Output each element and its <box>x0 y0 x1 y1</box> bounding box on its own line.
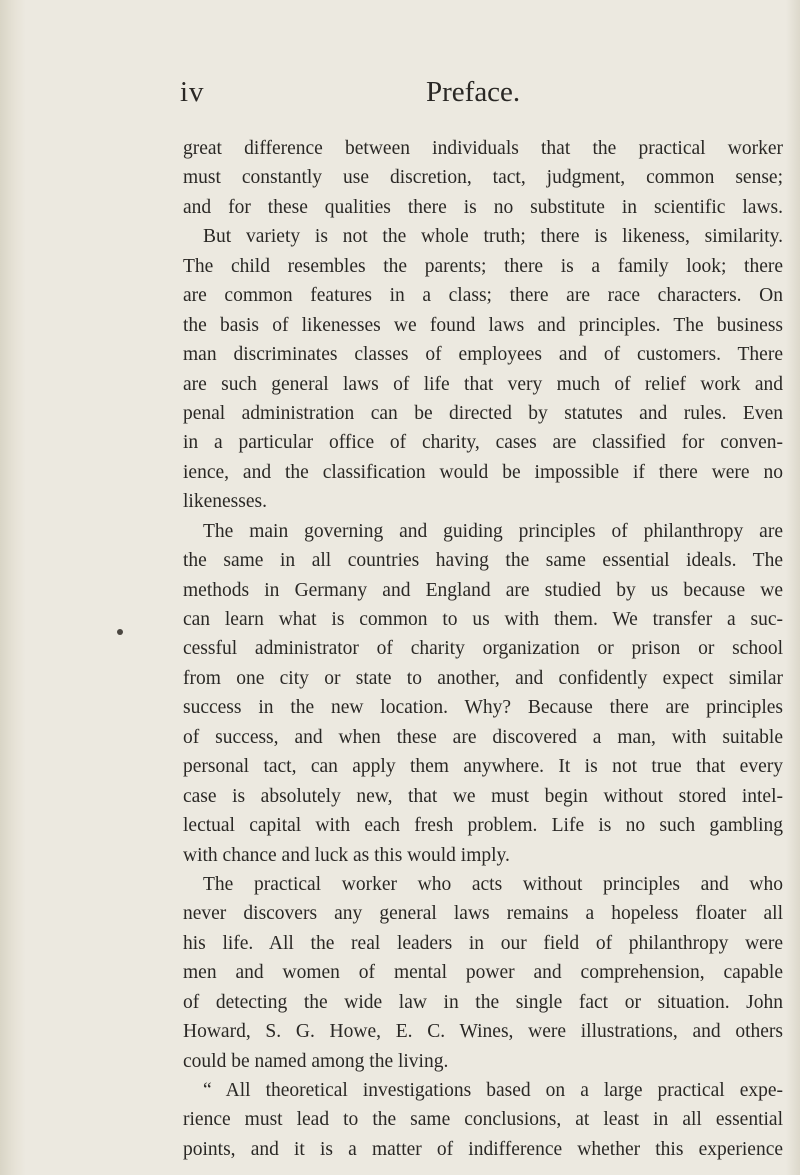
text-line: penal administration can be directed by statutes and rules. Even <box>183 402 783 424</box>
binding-edge <box>0 0 26 1175</box>
text-line: The practical worker who acts without principles and who <box>203 873 783 895</box>
text-line: man discriminates classes of employees and of customers. There <box>183 344 783 366</box>
text-line: of detecting the wide law in the single fact or situation. John <box>183 991 783 1013</box>
text-line: ience, and the classification would be impossible if there were no <box>183 461 783 483</box>
ink-speck <box>117 629 123 635</box>
body-text <box>183 134 783 1164</box>
text-line: of success, and when these are discovered a man, with suitable <box>183 726 783 748</box>
running-head <box>180 76 780 116</box>
text-line: methods in Germany and England are studied by us because we <box>183 579 783 601</box>
text-line: his life. All the real leaders in our field of philanthropy were <box>183 932 783 954</box>
text-line: with chance and luck as this would imply. <box>183 844 510 866</box>
text-line: men and women of mental power and comprehension, capable <box>183 962 783 984</box>
page-number: iv <box>180 76 205 108</box>
text-line: likenesses. <box>183 491 267 513</box>
text-line: from one city or state to another, and confidently expect similar <box>183 667 783 689</box>
text-line: The main governing and guiding principles of philanthropy are <box>203 520 783 542</box>
text-line: personal tact, can apply them anywhere. It is not true that every <box>183 756 783 778</box>
text-line: lectual capital with each fresh problem. Life is no such gambling <box>183 815 783 837</box>
text-line: the basis of likenesses we found laws and principles. The business <box>183 314 783 336</box>
text-line: are common features in a class; there are race characters. On <box>183 285 783 307</box>
text-line: points, and it is a matter of indifference whether this experience <box>183 1138 783 1160</box>
text-line: case is absolutely new, that we must begin without stored intel- <box>183 785 783 807</box>
text-line: great difference between individuals that the practical worker <box>183 138 783 159</box>
text-line: are such general laws of life that very much of relief work and <box>183 373 783 395</box>
text-line: But variety is not the whole truth; there is likeness, similarity. <box>203 226 783 248</box>
text-line: Howard, S. G. Howe, E. C. Wines, were illustrations, and others <box>183 1021 783 1043</box>
text-line: can learn what is common to us with them. We transfer a suc- <box>183 609 783 630</box>
running-title: Preface. <box>426 76 521 108</box>
text-line: never discovers any general laws remains a hopeless floater all <box>183 903 783 925</box>
page-edge <box>786 0 800 1175</box>
text-line: in a particular office of charity, cases are classified for conven- <box>183 432 783 454</box>
text-line: must constantly use discretion, tact, judgment, common sense; <box>183 167 783 189</box>
text-line: The child resembles the parents; there is a family look; there <box>183 255 783 277</box>
text-line: and for these qualities there is no substitute in scientific laws. <box>183 196 783 218</box>
text-line: rience must lead to the same conclusions, at least in all essential <box>183 1109 783 1131</box>
text-line: the same in all countries having the same essential ideals. The <box>183 550 783 572</box>
text-line: could be named among the living. <box>183 1050 449 1072</box>
text-line: success in the new location. Why? Because there are principles <box>183 697 783 719</box>
text-line: “ All theoretical investigations based on a large practical expe- <box>203 1080 783 1101</box>
text-line: cessful administrator of charity organization or prison or school <box>183 638 783 660</box>
